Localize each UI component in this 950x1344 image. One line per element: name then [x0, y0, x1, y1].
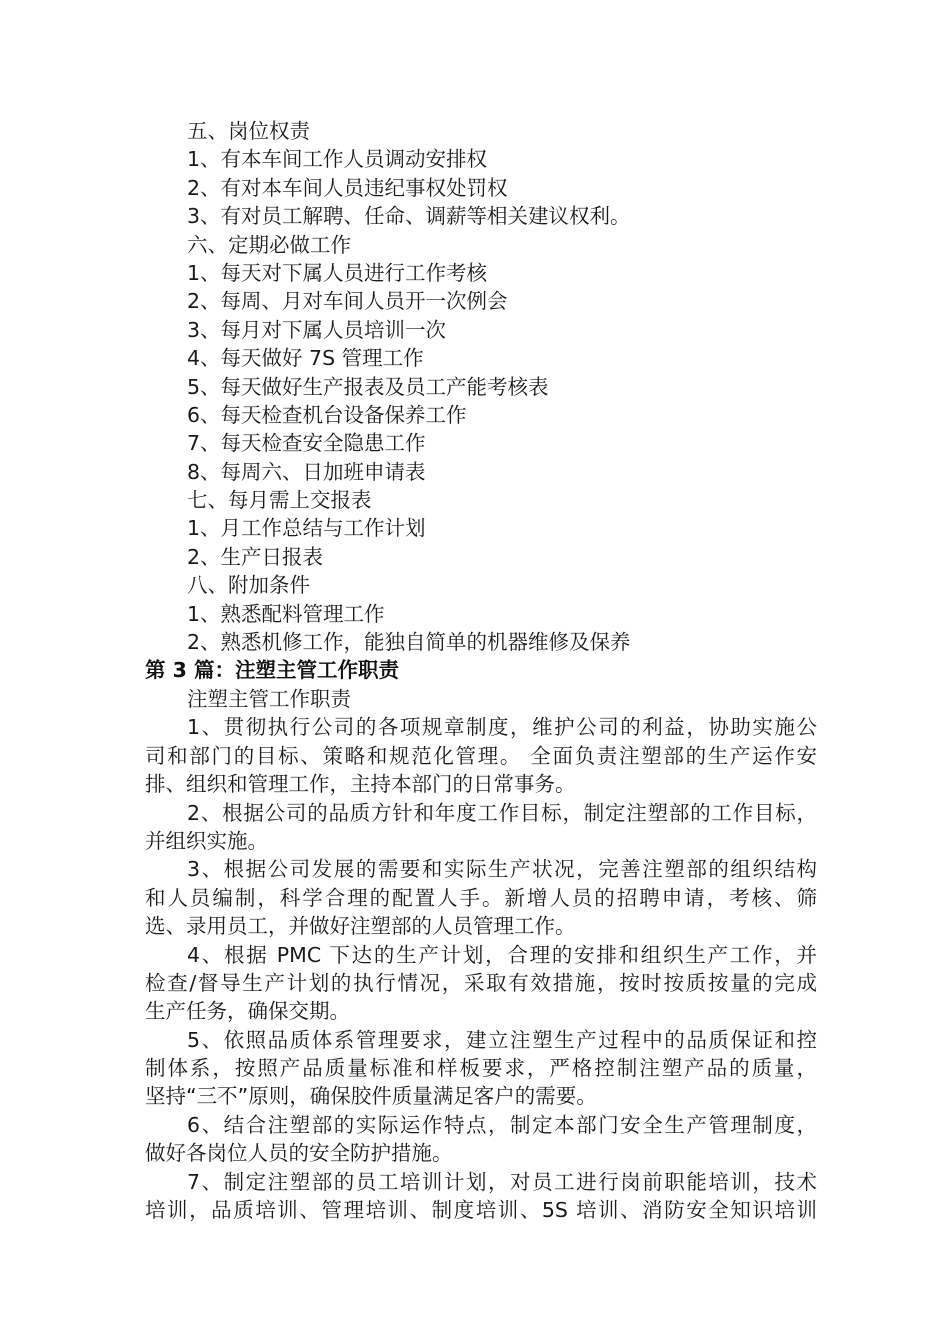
paragraph-line: 3、根据公司发展的需要和实际生产状况，完善注塑部的组织结构 [187, 857, 817, 882]
paragraph-line: 检查/督导生产计划的执行情况，采取有效措施，按时按质按量的完成 [145, 970, 817, 995]
list-line: 1、熟悉配料管理工作 [187, 601, 385, 626]
list-line: 五、岗位权责 [187, 119, 310, 143]
paragraph-line: 5、依照品质体系管理要求，建立注塑生产过程中的品质保证和控 [187, 1027, 817, 1052]
list-line: 1、每天对下属人员进行工作考核 [187, 260, 488, 285]
list-line: 2、每周、月对车间人员开一次例会 [187, 289, 508, 314]
paragraph-line: 和人员编制，科学合理的配置人手。新增人员的招聘申请，考核、筛 [145, 885, 817, 910]
list-line: 6、每天检查机台设备保养工作 [187, 402, 467, 427]
supervisor-duties-body [145, 685, 817, 1224]
paragraph-line: 1、贯彻执行公司的各项规章制度，维护公司的利益，协助实施公 [187, 715, 817, 740]
list-line: 2、生产日报表 [187, 544, 324, 569]
paragraph-line: 7、制定注塑部的员工培训计划，对员工进行岗前职能培训，技术 [187, 1169, 817, 1194]
paragraph-line: 司和部门的目标、策略和规范化管理。 全面负责注塑部的生产运作安 [145, 743, 817, 768]
paragraph-line: 坚持“三不”原则，确保胶件质量满足客户的需要。 [145, 1084, 597, 1109]
list-line: 七、每月需上交报表 [187, 488, 372, 513]
paragraph-line: 4、根据 PMC 下达的生产计划，合理的安排和组织生产工作，并 [187, 942, 817, 967]
list-line: 3、有对员工解聘、任命、调薪等相关建议权利。 [187, 204, 631, 229]
subtitle: 注塑主管工作职责 [187, 687, 351, 711]
list-line: 8、每周六、日加班申请表 [187, 459, 426, 484]
duties-list [145, 117, 817, 656]
paragraph-line: 生产任务，确保交期。 [145, 999, 350, 1024]
list-line: 3、每月对下属人员培训一次 [187, 317, 447, 342]
list-line: 7、每天检查安全隐患工作 [187, 431, 426, 456]
list-line: 2、有对本车间人员违纪事权处罚权 [187, 175, 508, 200]
list-line: 4、每天做好 7S 管理工作 [187, 346, 424, 371]
paragraph-line: 选、录用员工，并做好注塑部的人员管理工作。 [145, 914, 576, 939]
list-line: 1、月工作总结与工作计划 [187, 516, 426, 541]
list-line: 六、定期必做工作 [187, 232, 351, 257]
paragraph-line: 6、结合注塑部的实际运作特点，制定本部门安全生产管理制度， [187, 1112, 817, 1137]
section-heading: 第 3 篇：注塑主管工作职责 [145, 658, 400, 682]
paragraph-line: 并组织实施。 [145, 828, 268, 853]
list-line: 八、附加条件 [187, 573, 310, 598]
paragraph-line: 制体系，按照产品质量标准和样板要求，严格控制注塑产品的质量， [145, 1056, 817, 1081]
list-line: 2、熟悉机修工作，能独自简单的机器维修及保养 [187, 630, 631, 655]
list-line: 1、有本车间工作人员调动安排权 [187, 147, 488, 172]
paragraph-line: 做好各岗位人员的安全防护措施。 [145, 1141, 453, 1166]
paragraph-line: 排、组织和管理工作，主持本部门的日常事务。 [145, 772, 576, 797]
paragraph-line: 培训，品质培训、管理培训、制度培训、5S 培训、消防安全知识培训 [145, 1198, 817, 1223]
paragraph-line: 2、根据公司的品质方针和年度工作目标，制定注塑部的工作目标， [187, 800, 817, 825]
list-line: 5、每天做好生产报表及员工产能考核表 [187, 374, 549, 399]
